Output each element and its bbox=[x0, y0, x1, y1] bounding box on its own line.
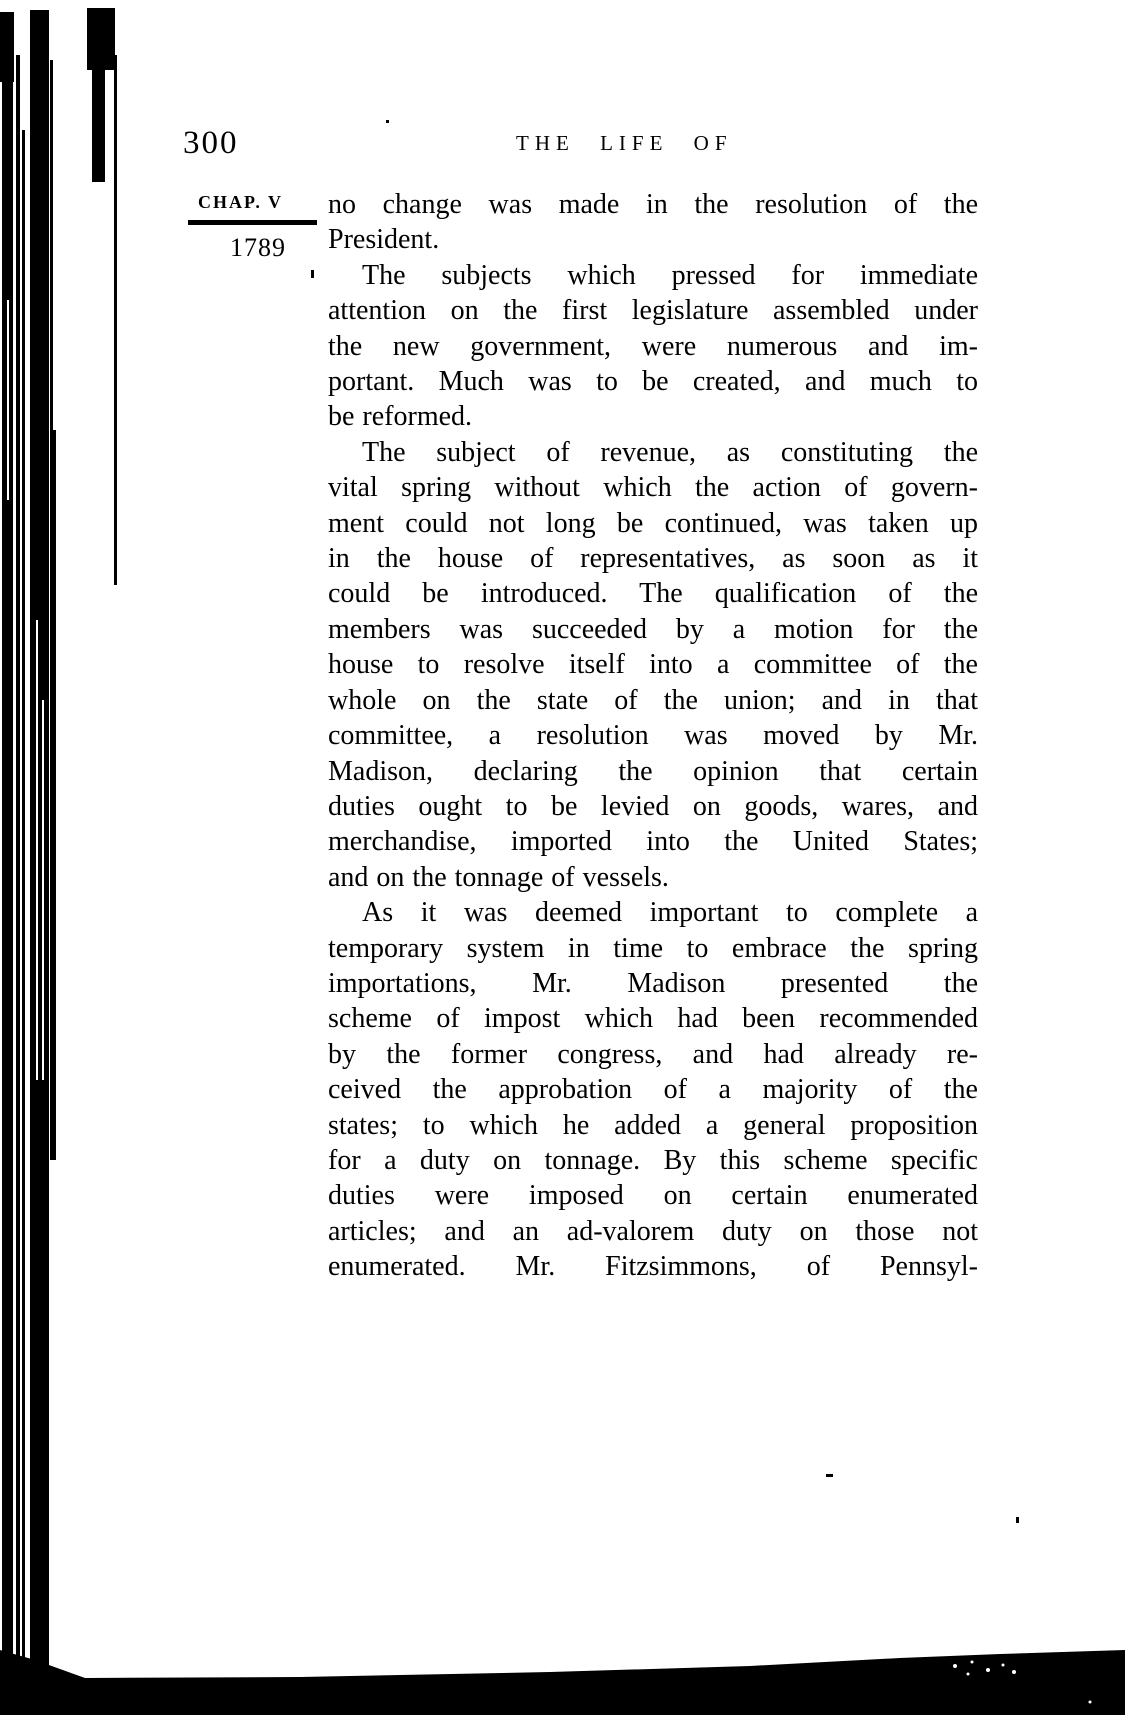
body-line: in the house of representatives, as soon as it bbox=[328, 543, 978, 575]
body-line: scheme of impost which had been recommended bbox=[328, 1003, 978, 1035]
body-line: importations, Mr. Madison presented the bbox=[328, 967, 978, 999]
body-line: and on the tonnage of vessels. bbox=[328, 861, 669, 893]
margin-chapter-label: CHAP. V bbox=[198, 192, 284, 212]
scan-gutter-stripe bbox=[2, 12, 13, 1680]
body-line: members was succeeded by a motion for the bbox=[328, 613, 978, 645]
body-line: house to resolve itself into a committee of the bbox=[328, 649, 978, 681]
scan-gutter-stripe bbox=[30, 10, 49, 1698]
page-number: 300 bbox=[183, 125, 239, 161]
body-line: be reformed. bbox=[328, 401, 473, 433]
running-header: THE LIFE OF bbox=[516, 131, 733, 155]
scan-bottom-band bbox=[0, 1630, 1125, 1715]
scan-gutter-stripe bbox=[87, 8, 115, 70]
body-line: no change was made in the resolution of the bbox=[328, 189, 978, 220]
body-line: by the former congress, and had already re- bbox=[328, 1038, 978, 1070]
body-line: attention on the first legislature assembled under bbox=[328, 295, 978, 327]
body-line: vital spring without which the action of govern- bbox=[328, 472, 978, 504]
body-line: As it was deemed important to complete a bbox=[362, 897, 978, 929]
ink-speck bbox=[1016, 1517, 1019, 1523]
body-line: articles; and an ad-valorem duty on those not bbox=[328, 1215, 978, 1247]
body-line: The subject of revenue, as constituting the bbox=[362, 436, 978, 468]
scan-stripe-gap bbox=[42, 700, 44, 1080]
body-line: the new government, were numerous and im- bbox=[328, 330, 978, 362]
ink-speck bbox=[386, 120, 389, 123]
scan-stripe-gap bbox=[36, 620, 38, 1080]
margin-rule bbox=[188, 220, 317, 225]
body-line: could be introduced. The qualification of the bbox=[328, 578, 978, 610]
body-line: ment could not long be continued, was taken up bbox=[328, 507, 978, 539]
margin-year-label: 1789 bbox=[230, 233, 286, 262]
ink-speck bbox=[311, 270, 314, 278]
scan-gutter-stripe bbox=[53, 430, 56, 1160]
body-line: temporary system in time to embrace the spring bbox=[328, 932, 978, 964]
body-line: merchandise, imported into the United States; bbox=[328, 826, 978, 858]
body-line: for a duty on tonnage. By this scheme specific bbox=[328, 1144, 978, 1176]
body-line: The subjects which pressed for immediate bbox=[362, 259, 978, 291]
body-line: Madison, declaring the opinion that certain bbox=[328, 755, 978, 787]
scan-gutter-stripe bbox=[92, 70, 105, 182]
body-line: committee, a resolution was moved by Mr. bbox=[328, 720, 978, 752]
scan-gutter-stripe bbox=[16, 55, 20, 1695]
body-line: whole on the state of the union; and in that bbox=[328, 684, 978, 716]
ink-speck bbox=[826, 1474, 833, 1477]
body-line: states; to which he added a general proposition bbox=[328, 1109, 978, 1141]
scan-gutter-stripe bbox=[114, 55, 117, 585]
body-line: ceived the approbation of a majority of the bbox=[328, 1074, 978, 1106]
scan-stripe-gap bbox=[7, 300, 9, 500]
body-line: enumerated. Mr. Fitzsimmons, of Pennsyl- bbox=[328, 1251, 978, 1283]
scan-gutter-stripe bbox=[22, 130, 25, 1660]
body-line: duties ought to be levied on goods, wares, and bbox=[328, 790, 978, 822]
body-text-column bbox=[328, 187, 978, 1285]
body-line: portant. Much was to be created, and much to bbox=[328, 366, 978, 398]
body-line: President. bbox=[328, 224, 440, 256]
body-line: duties were imposed on certain enumerated bbox=[328, 1180, 978, 1212]
